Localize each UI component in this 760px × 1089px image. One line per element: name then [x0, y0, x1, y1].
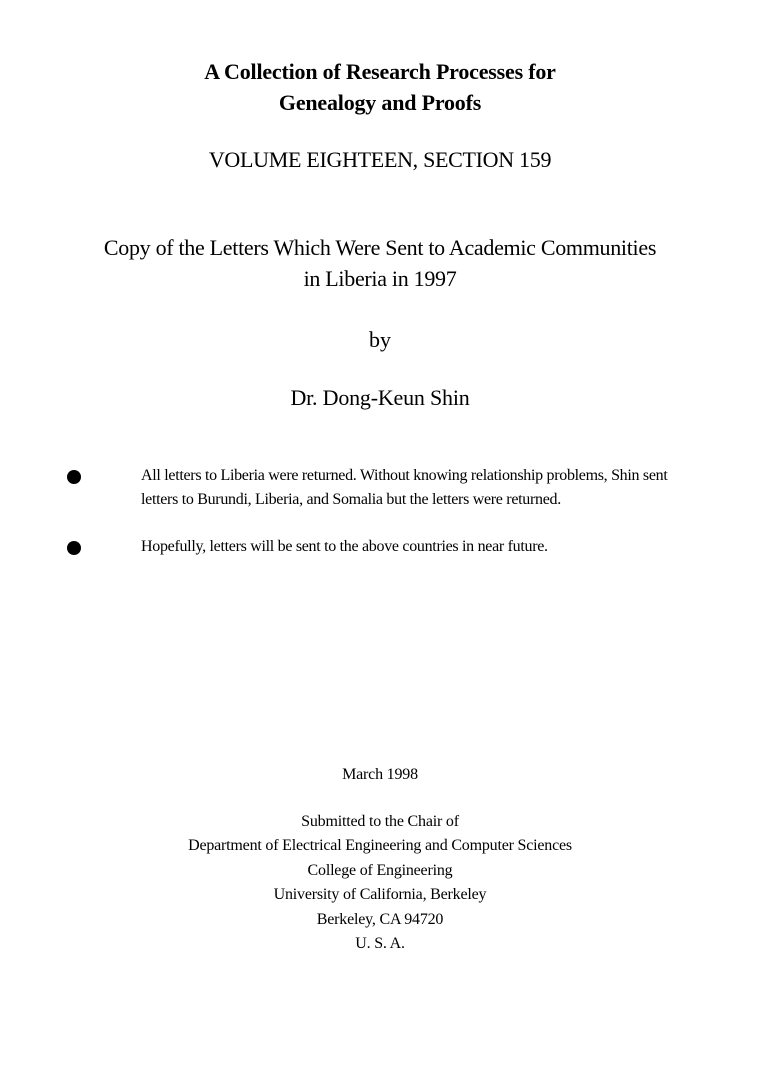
bullet-dot-icon [67, 470, 81, 484]
document-subtitle [0, 232, 760, 294]
volume-section: VOLUME EIGHTEEN, SECTION 159 [208, 147, 552, 172]
bullet-dot-icon [67, 541, 81, 555]
bullet-text: Hopefully, letters will be sent to the above countries in near future. [141, 538, 548, 555]
title-line-1: A Collection of Research Processes for [204, 59, 556, 84]
submission-block [0, 810, 760, 956]
bullet-item [0, 535, 760, 559]
country-line: U. S. A. [355, 935, 405, 953]
title-line-2: Genealogy and Proofs [278, 90, 482, 115]
document-title [0, 56, 760, 118]
bullet-list [0, 464, 760, 582]
city-line: Berkeley, CA 94720 [316, 910, 444, 928]
by-label: by [369, 327, 391, 352]
bullet-text: All letters to Liberia were returned. Without knowing relationship problems, Shin sent letters to Burundi, Liberia, and Somalia but the letters were returned. [141, 467, 668, 508]
author-name: Dr. Dong-Keun Shin [290, 385, 470, 410]
department-line: Department of Electrical Engineering and Computer Sciences [188, 837, 572, 855]
college-line: College of Engineering [307, 861, 453, 879]
subtitle-line-2: in Liberia in 1997 [303, 266, 457, 291]
bullet-item [0, 464, 760, 512]
subtitle-line-1: Copy of the Letters Which Were Sent to Academic Communities [103, 235, 657, 260]
submission-line: Submitted to the Chair of [301, 813, 459, 830]
document-date: March 1998 [342, 766, 418, 783]
university-line: University of California, Berkeley [273, 886, 487, 904]
